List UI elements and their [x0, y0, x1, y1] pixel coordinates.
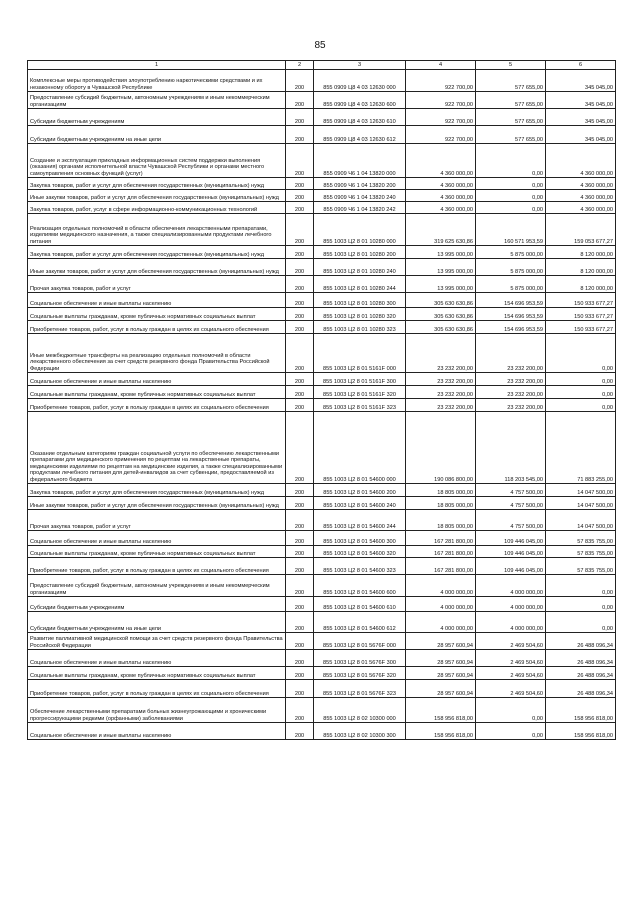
row-budget-code: 855 0909 Ц8 4 03 12630 600 [314, 92, 406, 109]
row-value-col5: 4 000 000,00 [476, 575, 546, 597]
row-indicator: 200 [286, 259, 314, 276]
row-value-col6: 71 883 255,00 [546, 412, 616, 484]
row-value-col4: 28 957 600,94 [406, 650, 476, 667]
column-header: 5 [476, 61, 546, 70]
row-name: Закупка товаров, работ и услуг для обеспечения государственных (муниципальных) нужд [28, 246, 286, 259]
row-name: Закупка товаров, работ и услуг для обеспечения государственных (муниципальных) нужд [28, 484, 286, 497]
row-value-col5: 577 655,00 [476, 109, 546, 126]
row-value-col5: 0,00 [476, 144, 546, 178]
row-budget-code: 855 0909 Ч6 1 04 13820 200 [314, 178, 406, 190]
row-value-col6: 150 933 677,27 [546, 293, 616, 308]
row-budget-code: 855 0909 Ч6 1 04 13820 000 [314, 144, 406, 178]
row-value-col4: 158 956 818,00 [406, 723, 476, 740]
table-row [28, 259, 616, 276]
row-indicator: 200 [286, 126, 314, 144]
row-name: Приобретение товаров, работ, услуг в пользу граждан в целях их социального обеспечения [28, 680, 286, 698]
row-name: Обеспечение лекарственными препаратами больных жизнеугрожающими и хроническими прогрессирующими редкими (орфанными) заболеваниями [28, 698, 286, 723]
table-row [28, 497, 616, 510]
table-row [28, 484, 616, 497]
row-budget-code: 855 1003 Ц2 8 01 5161F 323 [314, 399, 406, 412]
row-value-col6: 14 047 500,00 [546, 510, 616, 531]
row-name: Субсидии бюджетным учреждениям [28, 597, 286, 612]
row-value-col5: 2 469 504,60 [476, 633, 546, 650]
row-budget-code: 855 1003 Ц2 8 01 10280 300 [314, 293, 406, 308]
row-indicator: 200 [286, 546, 314, 558]
row-value-col4: 23 232 200,00 [406, 373, 476, 386]
row-name: Закупка товаров, работ и услуг для обеспечения государственных (муниципальных) нужд [28, 178, 286, 190]
row-budget-code: 855 1003 Ц2 8 01 10280 320 [314, 308, 406, 321]
table-row [28, 612, 616, 633]
row-indicator: 200 [286, 293, 314, 308]
row-budget-code: 855 1003 Ц2 8 01 5676F 300 [314, 650, 406, 667]
table-row [28, 558, 616, 575]
row-indicator: 200 [286, 70, 314, 92]
row-budget-code: 855 1003 Ц2 8 01 10280 244 [314, 276, 406, 293]
row-budget-code: 855 1003 Ц2 8 02 10300 000 [314, 698, 406, 723]
row-value-col5: 0,00 [476, 698, 546, 723]
row-value-col5: 2 469 504,60 [476, 667, 546, 680]
row-value-col4: 23 232 200,00 [406, 334, 476, 373]
table-row [28, 597, 616, 612]
row-value-col6: 26 488 096,34 [546, 633, 616, 650]
row-value-col4: 305 630 630,86 [406, 321, 476, 334]
row-value-col5: 5 875 000,00 [476, 246, 546, 259]
row-indicator: 200 [286, 667, 314, 680]
row-budget-code: 855 1003 Ц2 8 01 54600 244 [314, 510, 406, 531]
row-name: Социальное обеспечение и иные выплаты населению [28, 650, 286, 667]
row-value-col4: 922 700,00 [406, 126, 476, 144]
row-value-col5: 5 875 000,00 [476, 276, 546, 293]
table-row [28, 109, 616, 126]
row-name: Социальные выплаты гражданам, кроме публичных нормативных социальных выплат [28, 667, 286, 680]
row-value-col6: 14 047 500,00 [546, 497, 616, 510]
row-value-col6: 26 488 096,34 [546, 667, 616, 680]
table-row [28, 144, 616, 178]
row-value-col5: 23 232 200,00 [476, 386, 546, 399]
row-value-col4: 922 700,00 [406, 70, 476, 92]
row-value-col5: 577 655,00 [476, 126, 546, 144]
row-value-col5: 160 571 953,59 [476, 214, 546, 246]
table-row [28, 214, 616, 246]
row-value-col5: 0,00 [476, 202, 546, 214]
row-value-col5: 154 696 953,59 [476, 308, 546, 321]
row-name: Социальное обеспечение и иные выплаты населению [28, 373, 286, 386]
row-indicator: 200 [286, 144, 314, 178]
row-name: Комплексные меры противодействия злоупотреблению наркотическими средствами и их незаконному обороту в Чувашской Республике [28, 70, 286, 92]
row-value-col4: 190 086 800,00 [406, 412, 476, 484]
row-value-col5: 2 469 504,60 [476, 650, 546, 667]
row-name: Иные закупки товаров, работ и услуг для обеспечения государственных (муниципальных) нужд [28, 259, 286, 276]
row-name: Социальные выплаты гражданам, кроме публичных нормативных социальных выплат [28, 308, 286, 321]
row-value-col4: 4 360 000,00 [406, 178, 476, 190]
row-value-col6: 57 835 755,00 [546, 546, 616, 558]
row-name: Иные закупки товаров, работ и услуг для обеспечения государственных (муниципальных) нужд [28, 190, 286, 202]
row-value-col4: 4 360 000,00 [406, 202, 476, 214]
row-name: Предоставление субсидий бюджетным, автономным учреждениям и иным некоммерческим организациям [28, 92, 286, 109]
table-row [28, 276, 616, 293]
row-budget-code: 855 1003 Ц2 8 01 54600 000 [314, 412, 406, 484]
row-value-col6: 345 045,00 [546, 92, 616, 109]
table-row [28, 412, 616, 484]
table-row [28, 308, 616, 321]
row-value-col5: 5 875 000,00 [476, 259, 546, 276]
row-name: Социальное обеспечение и иные выплаты населению [28, 293, 286, 308]
row-name: Прочая закупка товаров, работ и услуг [28, 510, 286, 531]
row-name: Социальное обеспечение и иные выплаты населению [28, 531, 286, 546]
row-value-col4: 28 957 600,94 [406, 633, 476, 650]
row-indicator: 200 [286, 399, 314, 412]
row-indicator: 200 [286, 246, 314, 259]
row-value-col4: 167 281 800,00 [406, 546, 476, 558]
table-row [28, 633, 616, 650]
row-indicator: 200 [286, 109, 314, 126]
row-value-col4: 18 805 000,00 [406, 484, 476, 497]
row-value-col5: 118 203 545,00 [476, 412, 546, 484]
row-value-col4: 305 630 630,86 [406, 308, 476, 321]
row-value-col6: 14 047 500,00 [546, 484, 616, 497]
row-budget-code: 855 1003 Ц2 8 01 5676F 000 [314, 633, 406, 650]
row-indicator: 200 [286, 308, 314, 321]
row-value-col6: 150 933 677,27 [546, 308, 616, 321]
row-indicator: 200 [286, 597, 314, 612]
row-indicator: 200 [286, 633, 314, 650]
row-value-col6: 0,00 [546, 612, 616, 633]
table-row [28, 126, 616, 144]
row-value-col6: 158 956 818,00 [546, 723, 616, 740]
column-header: 4 [406, 61, 476, 70]
table-row [28, 178, 616, 190]
row-value-col6: 57 835 755,00 [546, 531, 616, 546]
row-value-col4: 23 232 200,00 [406, 399, 476, 412]
row-value-col5: 23 232 200,00 [476, 334, 546, 373]
row-value-col4: 4 000 000,00 [406, 597, 476, 612]
row-value-col6: 57 835 755,00 [546, 558, 616, 575]
row-budget-code: 855 1003 Ц2 8 01 54600 610 [314, 597, 406, 612]
row-value-col6: 0,00 [546, 386, 616, 399]
row-indicator: 200 [286, 412, 314, 484]
row-value-col4: 23 232 200,00 [406, 386, 476, 399]
row-value-col6: 150 933 677,27 [546, 321, 616, 334]
row-name: Приобретение товаров, работ, услуг в пользу граждан в целях их социального обеспечения [28, 558, 286, 575]
row-value-col5: 2 469 504,60 [476, 680, 546, 698]
row-value-col5: 4 757 500,00 [476, 484, 546, 497]
row-name: Социальные выплаты гражданам, кроме публичных нормативных социальных выплат [28, 546, 286, 558]
row-value-col4: 319 625 630,86 [406, 214, 476, 246]
row-budget-code: 855 0909 Ч6 1 04 13820 240 [314, 190, 406, 202]
row-budget-code: 855 1003 Ц2 8 01 10280 323 [314, 321, 406, 334]
row-value-col6: 4 360 000,00 [546, 202, 616, 214]
row-name: Приобретение товаров, работ, услуг в пользу граждан в целях их социального обеспечения [28, 321, 286, 334]
row-value-col5: 577 655,00 [476, 92, 546, 109]
row-value-col6: 4 360 000,00 [546, 144, 616, 178]
row-value-col6: 0,00 [546, 399, 616, 412]
row-budget-code: 855 1003 Ц2 8 01 54600 612 [314, 612, 406, 633]
row-value-col5: 0,00 [476, 723, 546, 740]
row-name: Социальные выплаты гражданам, кроме публичных нормативных социальных выплат [28, 386, 286, 399]
table-row [28, 92, 616, 109]
budget-table [27, 60, 616, 740]
row-name: Иные межбюджетные трансферты на реализацию отдельных полномочий в области лекарственного обеспечения за счет средств резервного фонда Правительства Российской Федерации [28, 334, 286, 373]
row-value-col4: 4 000 000,00 [406, 612, 476, 633]
row-value-col6: 345 045,00 [546, 70, 616, 92]
table-row [28, 399, 616, 412]
row-value-col6: 158 956 818,00 [546, 698, 616, 723]
row-budget-code: 855 1003 Ц2 8 01 54600 320 [314, 546, 406, 558]
row-budget-code: 855 1003 Ц2 8 01 54600 200 [314, 484, 406, 497]
table-row [28, 531, 616, 546]
table-row [28, 202, 616, 214]
row-value-col6: 4 360 000,00 [546, 190, 616, 202]
table-row [28, 510, 616, 531]
table-row [28, 680, 616, 698]
table-row [28, 321, 616, 334]
table-row [28, 246, 616, 259]
row-value-col6: 4 360 000,00 [546, 178, 616, 190]
row-value-col5: 23 232 200,00 [476, 373, 546, 386]
row-name: Прочая закупка товаров, работ и услуг [28, 276, 286, 293]
row-value-col5: 154 696 953,59 [476, 321, 546, 334]
row-value-col6: 26 488 096,34 [546, 680, 616, 698]
row-value-col4: 28 957 600,94 [406, 667, 476, 680]
row-value-col6: 8 120 000,00 [546, 246, 616, 259]
row-value-col5: 577 655,00 [476, 70, 546, 92]
row-indicator: 200 [286, 558, 314, 575]
row-value-col4: 167 281 800,00 [406, 558, 476, 575]
row-indicator: 200 [286, 386, 314, 399]
table-row [28, 190, 616, 202]
row-indicator: 200 [286, 510, 314, 531]
row-name: Предоставление субсидий бюджетным, автономным учреждениям и иным некоммерческим организациям [28, 575, 286, 597]
row-value-col5: 0,00 [476, 178, 546, 190]
row-indicator: 200 [286, 190, 314, 202]
row-name: Иные закупки товаров, работ и услуг для обеспечения государственных (муниципальных) нужд [28, 497, 286, 510]
row-budget-code: 855 1003 Ц2 8 01 54600 240 [314, 497, 406, 510]
row-value-col4: 158 956 818,00 [406, 698, 476, 723]
row-name: Реализация отдельных полномочий в области обеспечения лекарственными препаратами, изделиями медицинского назначения, а также специализированными продуктами лечебного питания [28, 214, 286, 246]
row-value-col6: 0,00 [546, 334, 616, 373]
table-row [28, 293, 616, 308]
table-row [28, 723, 616, 740]
column-header: 2 [286, 61, 314, 70]
row-value-col4: 4 360 000,00 [406, 190, 476, 202]
row-budget-code: 855 1003 Ц2 8 02 10300 300 [314, 723, 406, 740]
row-name: Оказание отдельным категориям граждан социальной услуги по обеспечению лекарственными препаратами для медицинского применения по рецептам на лекарственные препараты, медицинскими изделиями по рецептам на медицинские изделия, а также специализированными продуктами лечебного питания для детей-инвалидов за счет субвенции, предоставляемой из федерального бюджета [28, 412, 286, 484]
row-budget-code: 855 1003 Ц2 8 01 5161F 000 [314, 334, 406, 373]
row-value-col5: 4 757 500,00 [476, 510, 546, 531]
row-name: Субсидии бюджетным учреждениям на иные цели [28, 612, 286, 633]
row-value-col6: 345 045,00 [546, 109, 616, 126]
row-value-col4: 922 700,00 [406, 92, 476, 109]
row-indicator: 200 [286, 373, 314, 386]
row-value-col4: 4 360 000,00 [406, 144, 476, 178]
row-name: Субсидии бюджетным учреждениям [28, 109, 286, 126]
row-indicator: 200 [286, 178, 314, 190]
table-row [28, 575, 616, 597]
row-indicator: 200 [286, 680, 314, 698]
row-value-col6: 0,00 [546, 373, 616, 386]
row-value-col5: 154 696 953,59 [476, 293, 546, 308]
row-value-col4: 13 995 000,00 [406, 276, 476, 293]
row-budget-code: 855 1003 Ц2 8 01 5676F 323 [314, 680, 406, 698]
row-value-col6: 8 120 000,00 [546, 259, 616, 276]
row-value-col5: 4 000 000,00 [476, 612, 546, 633]
row-value-col4: 305 630 630,86 [406, 293, 476, 308]
row-indicator: 200 [286, 497, 314, 510]
row-value-col5: 109 446 045,00 [476, 558, 546, 575]
row-value-col5: 4 000 000,00 [476, 597, 546, 612]
row-indicator: 200 [286, 92, 314, 109]
row-indicator: 200 [286, 723, 314, 740]
row-indicator: 200 [286, 334, 314, 373]
column-header: 6 [546, 61, 616, 70]
row-budget-code: 855 1003 Ц2 8 01 10280 200 [314, 246, 406, 259]
row-value-col4: 13 995 000,00 [406, 259, 476, 276]
table-row [28, 546, 616, 558]
table-row [28, 386, 616, 399]
row-indicator: 200 [286, 531, 314, 546]
row-indicator: 200 [286, 214, 314, 246]
row-indicator: 200 [286, 698, 314, 723]
row-indicator: 200 [286, 575, 314, 597]
row-value-col6: 26 488 096,34 [546, 650, 616, 667]
row-value-col5: 109 446 045,00 [476, 546, 546, 558]
row-value-col4: 18 805 000,00 [406, 497, 476, 510]
row-value-col4: 13 995 000,00 [406, 246, 476, 259]
row-indicator: 200 [286, 202, 314, 214]
row-budget-code: 855 1003 Ц2 8 01 54600 600 [314, 575, 406, 597]
row-value-col4: 18 805 000,00 [406, 510, 476, 531]
table-row [28, 698, 616, 723]
column-header: 1 [28, 61, 286, 70]
row-indicator: 200 [286, 321, 314, 334]
table-row [28, 650, 616, 667]
table-row [28, 334, 616, 373]
row-budget-code: 855 1003 Ц2 8 01 54600 323 [314, 558, 406, 575]
row-name: Приобретение товаров, работ, услуг в пользу граждан в целях их социального обеспечения [28, 399, 286, 412]
row-value-col6: 8 120 000,00 [546, 276, 616, 293]
table-header-row [28, 61, 616, 70]
row-value-col6: 0,00 [546, 575, 616, 597]
row-name: Субсидии бюджетным учреждениям на иные цели [28, 126, 286, 144]
row-value-col5: 109 446 045,00 [476, 531, 546, 546]
page-number: 85 [314, 40, 326, 51]
row-value-col5: 23 232 200,00 [476, 399, 546, 412]
row-name: Создание и эксплуатация прикладных информационных систем поддержки выполнения (оказания) органами исполнительной власти Чувашской Республики и органами местного самоуправления основных функций (услуг) [28, 144, 286, 178]
row-budget-code: 855 1003 Ц2 8 01 5161F 320 [314, 386, 406, 399]
row-indicator: 200 [286, 276, 314, 293]
row-indicator: 200 [286, 484, 314, 497]
row-value-col4: 4 000 000,00 [406, 575, 476, 597]
row-budget-code: 855 1003 Ц2 8 01 54600 300 [314, 531, 406, 546]
row-indicator: 200 [286, 612, 314, 633]
table-row [28, 373, 616, 386]
row-budget-code: 855 1003 Ц2 8 01 5676F 320 [314, 667, 406, 680]
row-value-col6: 345 045,00 [546, 126, 616, 144]
row-budget-code: 855 1003 Ц2 8 01 10280 240 [314, 259, 406, 276]
row-indicator: 200 [286, 650, 314, 667]
row-value-col5: 4 757 500,00 [476, 497, 546, 510]
row-value-col4: 28 957 600,94 [406, 680, 476, 698]
row-name: Развитие паллиативной медицинской помощи за счет средств резервного фонда Правительства Российской Федерации [28, 633, 286, 650]
row-value-col5: 0,00 [476, 190, 546, 202]
table-row [28, 667, 616, 680]
column-header: 3 [314, 61, 406, 70]
row-value-col4: 167 281 800,00 [406, 531, 476, 546]
row-value-col4: 922 700,00 [406, 109, 476, 126]
row-name: Социальное обеспечение и иные выплаты населению [28, 723, 286, 740]
row-budget-code: 855 1003 Ц2 8 01 5161F 300 [314, 373, 406, 386]
row-value-col6: 0,00 [546, 597, 616, 612]
table-row [28, 70, 616, 92]
row-budget-code: 855 0909 Ч6 1 04 13820 242 [314, 202, 406, 214]
row-budget-code: 855 0909 Ц8 4 03 12630 610 [314, 109, 406, 126]
row-budget-code: 855 0909 Ц8 4 03 12630 000 [314, 70, 406, 92]
row-name: Закупка товаров, работ, услуг в сфере информационно-коммуникационных технологий [28, 202, 286, 214]
row-budget-code: 855 1003 Ц2 8 01 10280 000 [314, 214, 406, 246]
row-budget-code: 855 0909 Ц8 4 03 12630 612 [314, 126, 406, 144]
row-value-col6: 159 053 677,27 [546, 214, 616, 246]
